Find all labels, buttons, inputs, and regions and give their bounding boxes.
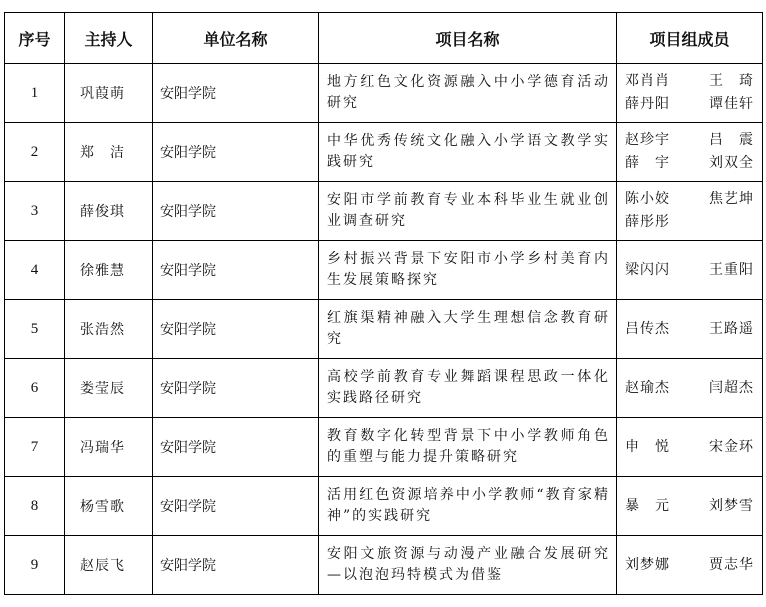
host-name: 巩葭萌: [65, 64, 153, 123]
table-row: [5, 64, 763, 123]
table-row: [5, 123, 763, 182]
member-name: 梁闪闪: [625, 261, 670, 278]
table-row: [5, 182, 763, 241]
member-name: 焦艺坤: [709, 191, 754, 207]
member-line: [625, 495, 754, 518]
member-name: 薛丹阳: [625, 96, 670, 112]
member-name: 王 琦: [709, 73, 754, 89]
row-number: 7: [5, 418, 65, 477]
member-name: 宋金环: [709, 438, 754, 455]
host-name: 张浩然: [65, 300, 153, 359]
table-row: [5, 536, 763, 595]
project-title: 地方红色文化资源融入中小学德育活动研究: [319, 64, 617, 123]
member-line: [625, 211, 754, 234]
member-name: 薛彤彤: [625, 214, 670, 230]
member-name: 王重阳: [709, 261, 754, 278]
row-number: 5: [5, 300, 65, 359]
unit-name: 安阳学院: [153, 359, 319, 418]
members-cell: [617, 359, 763, 418]
member-line: [625, 152, 754, 175]
host-name: 赵辰飞: [65, 536, 153, 595]
members-cell: [617, 300, 763, 359]
member-name: 薛 宇: [625, 155, 670, 171]
member-name: 赵珍宇: [625, 132, 670, 148]
member-name: 邓肖肖: [625, 73, 670, 89]
member-line: [625, 436, 754, 459]
member-line: [625, 377, 754, 400]
unit-name: 安阳学院: [153, 418, 319, 477]
member-line: [625, 70, 754, 93]
row-number: 8: [5, 477, 65, 536]
members-cell: [617, 418, 763, 477]
header-host: 主持人: [65, 13, 153, 64]
unit-name: 安阳学院: [153, 241, 319, 300]
member-name: 闫超杰: [709, 379, 754, 396]
member-name: 赵瑜杰: [625, 379, 670, 396]
member-line: [625, 188, 754, 211]
members-cell: [617, 123, 763, 182]
member-name: 陈小姣: [625, 191, 670, 207]
member-line: [625, 93, 754, 116]
member-name: 刘梦娜: [625, 556, 670, 573]
host-name: 徐雅慧: [65, 241, 153, 300]
unit-name: 安阳学院: [153, 300, 319, 359]
member-line: [625, 318, 754, 341]
header-members: 项目组成员: [617, 13, 763, 64]
table-row: [5, 300, 763, 359]
members-cell: [617, 241, 763, 300]
project-title: 教育数字化转型背景下中小学教师角色的重塑与能力提升策略研究: [319, 418, 617, 477]
project-table: [4, 12, 763, 595]
row-number: 1: [5, 64, 65, 123]
members-cell: [617, 182, 763, 241]
project-title: 红旗渠精神融入大学生理想信念教育研究: [319, 300, 617, 359]
member-name: 申 悦: [625, 438, 670, 455]
project-title: 乡村振兴背景下安阳市小学乡村美育内生发展策略探究: [319, 241, 617, 300]
header-project: 项目名称: [319, 13, 617, 64]
table-row: [5, 418, 763, 477]
unit-name: 安阳学院: [153, 182, 319, 241]
member-name: 吕 震: [709, 132, 754, 148]
row-number: 9: [5, 536, 65, 595]
members-cell: [617, 477, 763, 536]
header-num: 序号: [5, 13, 65, 64]
project-title: 安阳文旅资源与动漫产业融合发展研究—以泡泡玛特模式为借鉴: [319, 536, 617, 595]
project-title: 活用红色资源培养中小学教师“教育家精神”的实践研究: [319, 477, 617, 536]
host-name: 冯瑞华: [65, 418, 153, 477]
table-row: [5, 359, 763, 418]
unit-name: 安阳学院: [153, 477, 319, 536]
project-title: 高校学前教育专业舞蹈课程思政一体化实践路径研究: [319, 359, 617, 418]
member-name: 贾志华: [709, 556, 754, 573]
table-header: [5, 13, 763, 64]
header-row: [5, 13, 763, 64]
member-line: [625, 554, 754, 577]
host-name: 杨雪歌: [65, 477, 153, 536]
unit-name: 安阳学院: [153, 536, 319, 595]
host-name: 郑 洁: [65, 123, 153, 182]
unit-name: 安阳学院: [153, 123, 319, 182]
host-name: 娄莹辰: [65, 359, 153, 418]
member-name: 谭佳轩: [709, 96, 754, 112]
table-row: [5, 241, 763, 300]
project-title: 安阳市学前教育专业本科毕业生就业创业调查研究: [319, 182, 617, 241]
table-row: [5, 477, 763, 536]
table-body: [5, 64, 763, 595]
row-number: 3: [5, 182, 65, 241]
member-name: 吕传杰: [625, 320, 670, 337]
member-name: 刘双全: [709, 155, 754, 171]
member-line: [625, 259, 754, 282]
host-name: 薛俊琪: [65, 182, 153, 241]
members-cell: [617, 64, 763, 123]
header-unit: 单位名称: [153, 13, 319, 64]
row-number: 6: [5, 359, 65, 418]
members-cell: [617, 536, 763, 595]
unit-name: 安阳学院: [153, 64, 319, 123]
member-name: 暴 元: [625, 497, 670, 514]
row-number: 2: [5, 123, 65, 182]
member-line: [625, 129, 754, 152]
project-title: 中华优秀传统文化融入小学语文教学实践研究: [319, 123, 617, 182]
row-number: 4: [5, 241, 65, 300]
member-name: 刘梦雪: [709, 497, 754, 514]
member-name: 王路遥: [709, 320, 754, 337]
